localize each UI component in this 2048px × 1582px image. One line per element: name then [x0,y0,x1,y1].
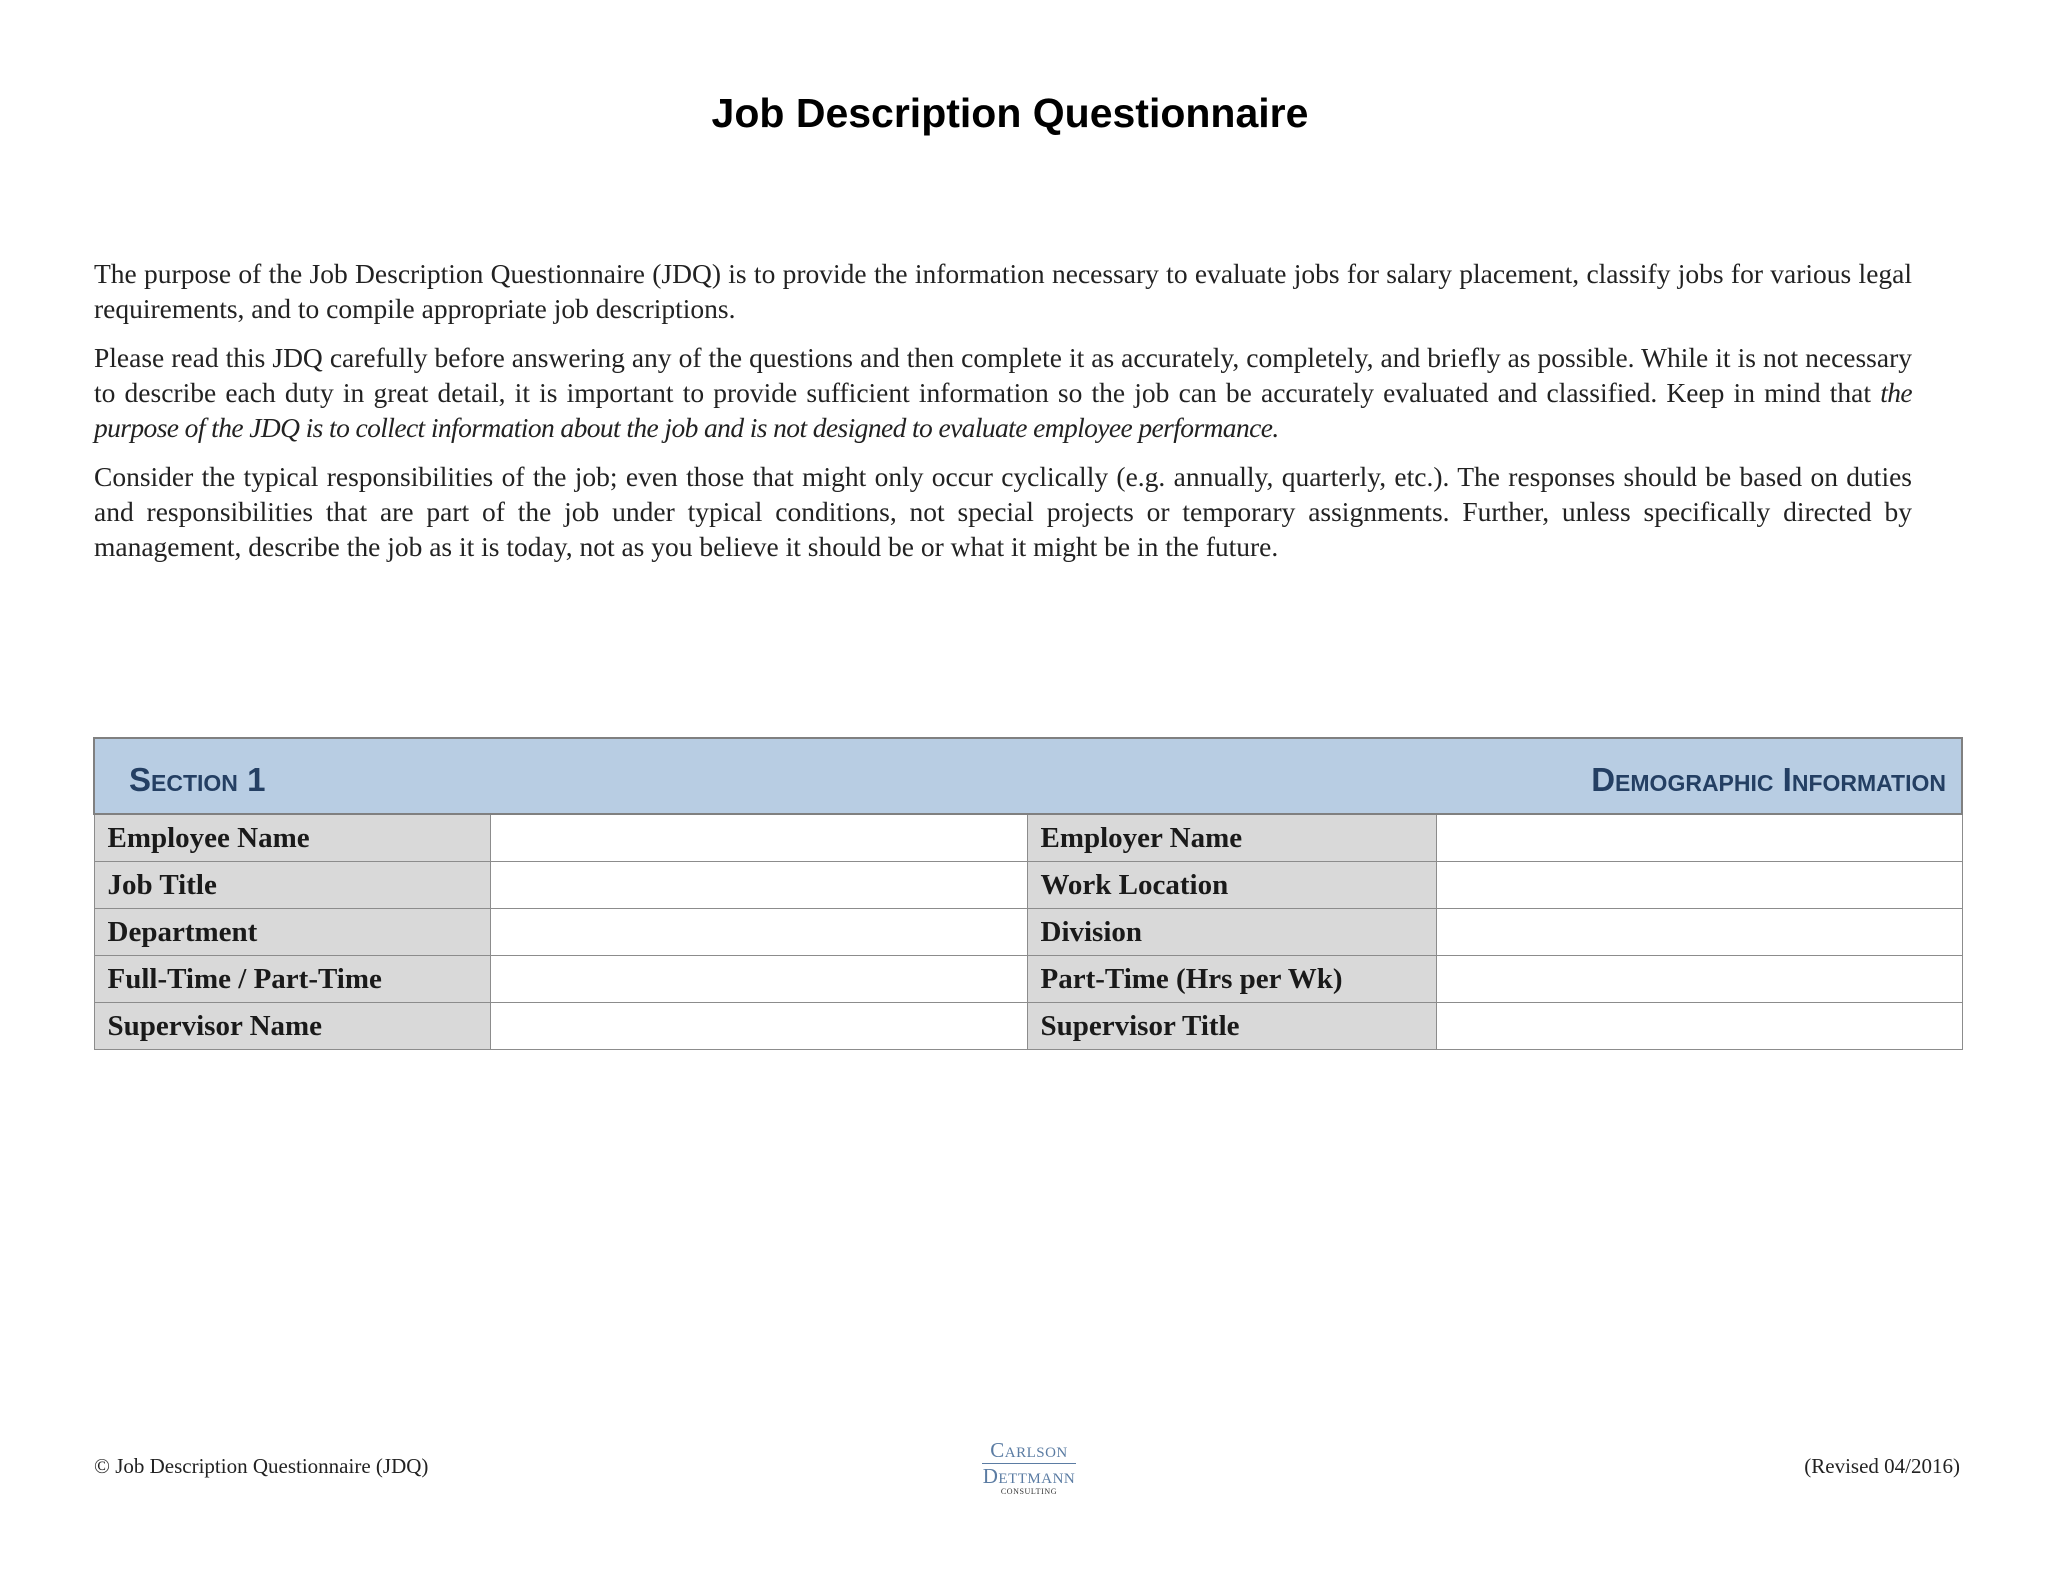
job-title-field[interactable] [490,862,1027,909]
logo-line-2: Dettmann [982,1464,1076,1488]
department-field[interactable] [490,909,1027,956]
intro-paragraph-responsibilities: Consider the typical responsibilities of the job; even those that might only occur cyclically (e.g. annually, quarterly, etc.). The responses should be based on duties and responsibilities that are part of the job under typical conditions, not special projects or temporary assignments. Further, unless specifically directed by management, describe the job as it is today, not as you believe it should be or what it might be in the future. [94,461,1912,562]
intro-text [94,256,1912,578]
section-header-bar [94,738,1962,814]
company-logo [970,1440,1088,1496]
field-label-work-location: Work Location [1027,862,1436,909]
instructions-italic-note: the purpose of the JDQ is to collect information about the job and is not designed to evaluate employee performance. [94,377,1912,443]
supervisor-name-field[interactable] [490,1003,1027,1050]
intro-paragraph-instructions [94,340,1912,445]
intro-paragraph-purpose: The purpose of the Job Description Questionnaire (JDQ) is to provide the information necessary to evaluate jobs for salary placement, classify jobs for various legal requirements, and to compile appropriate job descriptions. [94,258,1912,324]
table-row [94,814,1962,862]
field-label-department: Department [94,909,490,956]
field-label-job-title: Job Title [94,862,490,909]
field-label-employer-name: Employer Name [1027,814,1436,862]
table-row [94,956,1962,1003]
employer-name-field[interactable] [1436,814,1962,862]
demographic-information-table [93,737,1963,1050]
section-header [94,738,1962,814]
table-row [94,909,1962,956]
field-label-supervisor-title: Supervisor Title [1027,1003,1436,1050]
field-label-employee-name: Employee Name [94,814,490,862]
employee-name-field[interactable] [490,814,1027,862]
footer-revision: (Revised 04/2016) [1804,1454,1960,1478]
instructions-text: Please read this JDQ carefully before answering any of the questions and then complete it as accurately, completely, and briefly as possible. While it is not necessary to describe each duty in great detail, it is important to provide sufficient information so the job can be accurately evaluated and classified. Keep in mind that [94,342,1912,408]
field-label-supervisor-name: Supervisor Name [94,1003,490,1050]
work-location-field[interactable] [1436,862,1962,909]
table-row [94,1003,1962,1050]
section-number: Section 1 [129,761,266,798]
logo-line-3: CONSULTING [1000,1487,1058,1496]
table-row [94,862,1962,909]
part-time-hours-field[interactable] [1436,956,1962,1003]
field-label-part-time-hours: Part-Time (Hrs per Wk) [1027,956,1436,1003]
full-time-part-time-field[interactable] [490,956,1027,1003]
field-label-division: Division [1027,909,1436,956]
section-title: Demographic Information [1591,761,1946,798]
page-title: Job Description Questionnaire [711,90,1309,136]
division-field[interactable] [1436,909,1962,956]
footer-copyright: © Job Description Questionnaire (JDQ) [94,1454,429,1478]
logo-line-1: Carlson [990,1438,1068,1462]
field-label-full-time-part-time: Full-Time / Part-Time [94,956,490,1003]
supervisor-title-field[interactable] [1436,1003,1962,1050]
